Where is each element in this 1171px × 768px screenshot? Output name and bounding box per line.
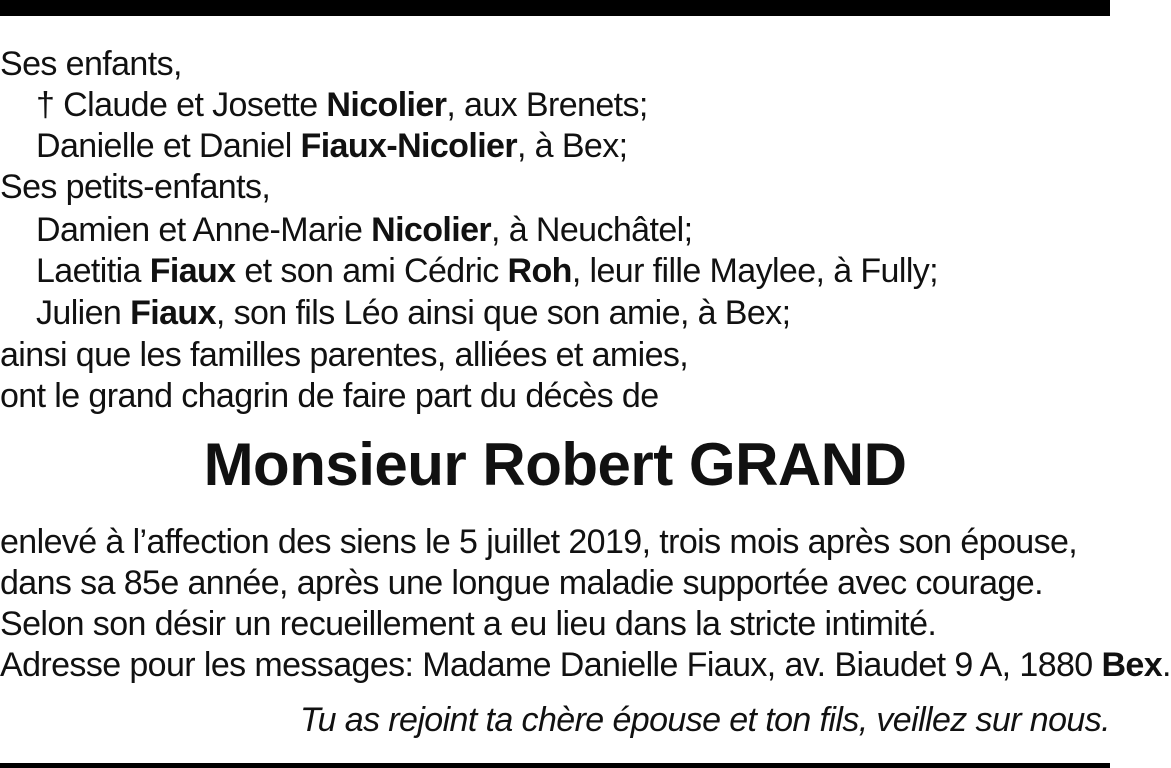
grandchild-2-mid: et son ami Cédric — [235, 252, 508, 290]
bottom-rule — [0, 763, 1110, 768]
grandchild-1-pre: Damien et Anne-Marie — [36, 211, 372, 249]
body-line-2: dans sa 85e année, après une longue maladie supportée avec courage. — [0, 564, 1043, 602]
child-2-pre: Danielle et Daniel — [36, 127, 301, 165]
child-1-surname: Nicolier — [326, 86, 447, 124]
grandchild-1-surname: Nicolier — [371, 211, 492, 249]
address-town: Bex — [1101, 646, 1163, 684]
grandchild-line-1 — [36, 210, 692, 250]
child-2-surname: Fiaux-Nicolier — [300, 127, 517, 165]
grandchild-2-surname-2: Roh — [507, 252, 572, 290]
grandchild-1-post: , à Neuchâtel; — [491, 211, 693, 249]
child-1-pre: † Claude et Josette — [36, 86, 327, 124]
announce-line: ont le grand chagrin de faire part du décès de — [0, 377, 659, 415]
grandchild-line-3 — [36, 293, 790, 333]
families-line: ainsi que les familles parentes, alliées et amies, — [0, 336, 689, 374]
grandchild-3-surname: Fiaux — [130, 294, 216, 332]
children-heading: Ses enfants, — [0, 45, 182, 83]
address-post: . — [1162, 646, 1171, 684]
address-pre: Adresse pour les messages: Madame Danielle Fiaux, av. Biaudet 9 A, 1880 — [0, 646, 1102, 684]
grandchildren-heading: Ses petits-enfants, — [0, 168, 271, 206]
address-line — [0, 645, 1171, 685]
grandchild-3-post: , son fils Léo ainsi que son amie, à Bex; — [215, 294, 791, 332]
top-rule — [0, 0, 1110, 16]
deceased-name: Monsieur Robert GRAND — [203, 431, 907, 498]
grandchild-2-post: , leur fille Maylee, à Fully; — [571, 252, 939, 290]
grandchild-2-pre: Laetitia — [36, 252, 150, 290]
child-line-1 — [36, 85, 648, 125]
grandchild-2-surname: Fiaux — [149, 252, 236, 290]
body-line-1: enlevé à l’affection des siens le 5 juillet 2019, trois mois après son épouse, — [0, 523, 1078, 561]
closing-quote: Tu as rejoint ta chère épouse et ton fils, veillez sur nous. — [299, 701, 1110, 739]
grandchild-3-pre: Julien — [36, 294, 131, 332]
child-1-post: , aux Brenets; — [446, 86, 648, 124]
body-line-3: Selon son désir un recueillement a eu lieu dans la stricte intimité. — [0, 605, 937, 643]
child-2-post: , à Bex; — [516, 127, 628, 165]
grandchild-line-2 — [36, 251, 938, 291]
child-line-2 — [36, 126, 627, 166]
